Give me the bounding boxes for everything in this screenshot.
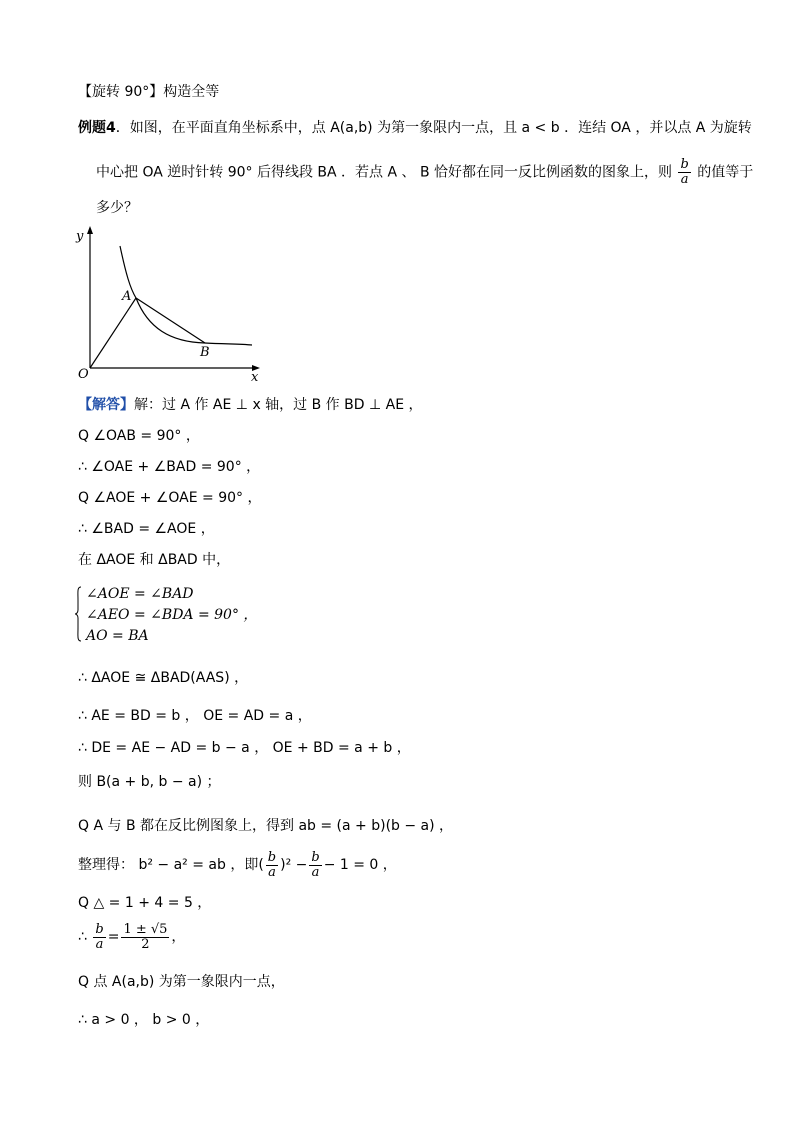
solution-line-16: ∴ a > 0 ， b > 0 ，	[78, 1012, 210, 1028]
solution-line-10: 则 B(a + b, b − a) ；	[78, 774, 221, 790]
problem-fraction	[678, 158, 690, 187]
system-brace	[74, 586, 82, 642]
heading-close: 】	[149, 84, 164, 100]
solution-line-12	[78, 850, 397, 880]
solution-text-14a: ∴	[78, 929, 87, 945]
fraction-denominator: a	[95, 936, 104, 952]
label-B: B	[200, 345, 210, 360]
solution-line-15: Q 点 A(a,b) 为第一象限内一点，	[78, 974, 285, 990]
coordinate-figure	[70, 222, 270, 384]
problem-line-2	[96, 158, 753, 187]
fraction-b-over-a-3	[93, 923, 105, 952]
problem-text-2b: 的值等于	[697, 164, 754, 181]
solution-line-8: ∴ AE = BD = b ， OE = AD = a ，	[78, 708, 312, 724]
heading-rest: 构造全等	[163, 84, 220, 100]
solution-line-5: ∴ ∠BAD = ∠AOE ，	[78, 521, 215, 537]
solution-line-9: ∴ DE = AE − AD = b − a ， OE + BD = a + b ，	[78, 740, 411, 756]
solution-label: 【解答】	[78, 397, 134, 413]
problem-line-1	[78, 118, 752, 138]
solution-line-4: Q ∠AOE + ∠OAE = 90° ，	[78, 490, 262, 506]
solution-line-7: ∴ ΔAOE ≅ ΔBAD(AAS) ，	[78, 670, 249, 686]
fraction-root	[121, 923, 169, 952]
fraction-numerator: 1 ± √5	[123, 921, 168, 937]
section-heading	[78, 82, 219, 102]
system-eq-1: ∠AOE = ∠BAD	[86, 586, 194, 602]
solution-text-1: 解：过 A 作 AE ⊥ x 轴，过 B 作 BD ⊥ AE ，	[134, 397, 423, 413]
problem-text-1: ．如图，在平面直角坐标系中，点 A(a,b) 为第一象限内一点，且 a < b ．连结 OA ，并以点 A 为旋转	[115, 120, 752, 136]
label-A: A	[122, 289, 132, 304]
label-O: O	[78, 367, 89, 382]
solution-text-14c: ，	[171, 929, 186, 945]
fraction-denominator: 2	[141, 936, 150, 952]
heading-open: 【	[78, 84, 92, 100]
fraction-denominator: a	[680, 172, 689, 187]
fraction-b-over-a-1	[266, 851, 278, 880]
solution-line-11: Q A 与 B 都在反比例图象上，得到 ab = (a + b)(b − a) ，	[78, 818, 454, 834]
problem-text-2a: 中心把 OA 逆时针转 90° 后得线段 BA ．若点 A 、 B 恰好都在同一反比例函数的图象上，则	[96, 164, 673, 181]
system-eq-3: AO = BA	[86, 628, 149, 644]
solution-line-2: Q ∠OAB = 90° ，	[78, 428, 200, 444]
problem-line-3: 多少？	[96, 200, 138, 216]
solution-line-6: 在 ΔAOE 和 ΔBAD 中，	[78, 552, 231, 568]
fraction-numerator: b	[311, 849, 320, 865]
label-x: x	[251, 370, 259, 384]
solution-text-12c: − 1 = 0 ，	[323, 857, 397, 873]
solution-line-14	[78, 920, 185, 954]
fraction-denominator: a	[268, 864, 276, 880]
fraction-numerator: b	[267, 849, 277, 865]
system-eq-2: ∠AEO = ∠BDA = 90° ，	[86, 607, 258, 623]
segment-OA	[90, 298, 136, 368]
solution-text-12a: 整理得： b² − a² = ab ，即(	[78, 857, 264, 873]
solution-text-14b: =	[107, 929, 120, 945]
label-y: y	[76, 229, 84, 244]
solution-text-12b: )² −	[280, 857, 308, 873]
solution-line-1	[78, 395, 423, 415]
solution-line-3: ∴ ∠OAE + ∠BAD = 90° ，	[78, 459, 261, 475]
fraction-denominator: a	[311, 864, 320, 880]
fraction-numerator: b	[680, 157, 689, 172]
fraction-numerator: b	[95, 921, 104, 937]
fraction-b-over-a-2	[309, 851, 321, 880]
y-axis-arrow	[87, 226, 93, 234]
problem-label: 例题4	[78, 120, 116, 136]
solution-line-13: Q △ = 1 + 4 = 5 ，	[78, 895, 212, 911]
heading-title: 旋转 90°	[92, 84, 150, 100]
